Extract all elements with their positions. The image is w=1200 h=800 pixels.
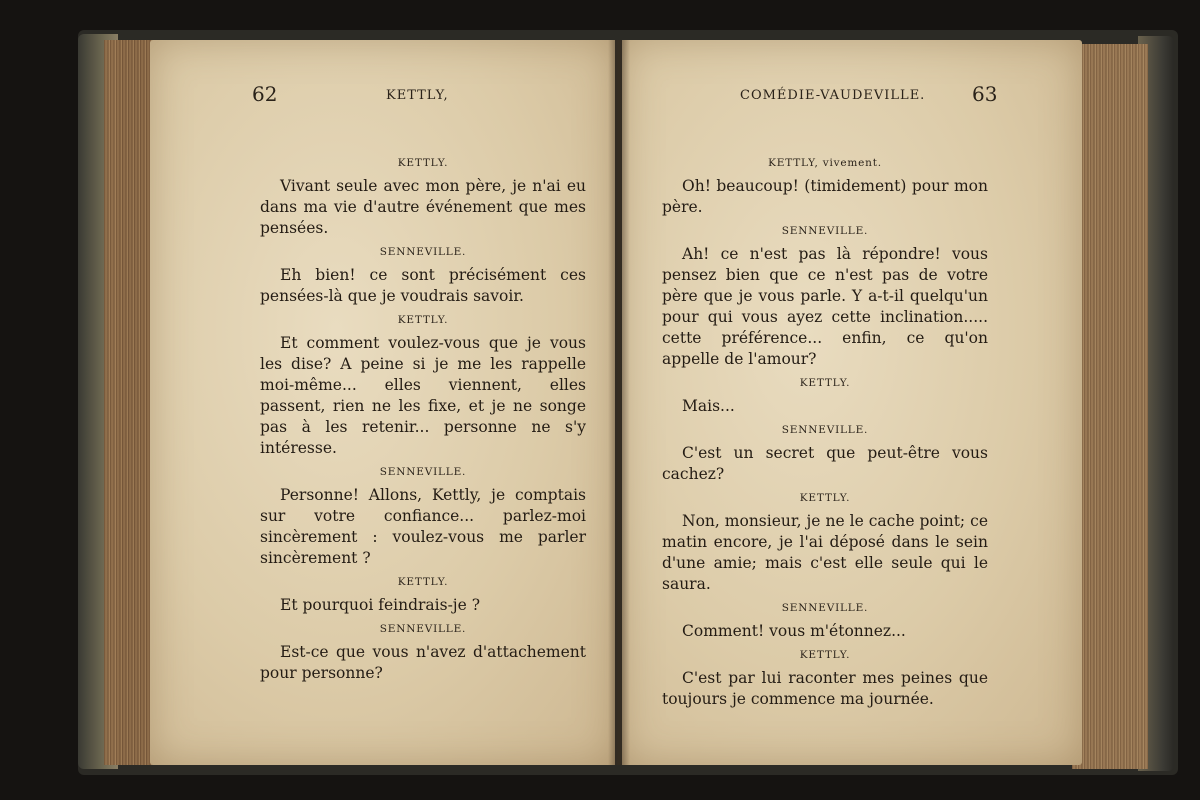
speaker-label: KETTLY. <box>397 314 449 326</box>
left-page-text <box>260 150 586 684</box>
dialogue-paragraph: Mais... <box>682 397 735 415</box>
speaker-label: SENNEVILLE. <box>379 623 467 635</box>
speaker-label: KETTLY. <box>799 377 851 389</box>
speaker-label: SENNEVILLE. <box>379 466 467 478</box>
speaker-label: KETTLY. <box>397 157 449 169</box>
speaker-label: SENNEVILLE. <box>781 225 869 237</box>
right-page-header <box>662 82 1002 112</box>
speaker-label: SENNEVILLE. <box>781 602 869 614</box>
speaker-label: SENNEVILLE. <box>781 424 869 436</box>
speaker-label: KETTLY. <box>397 576 449 588</box>
left-page-number: 62 <box>252 82 278 106</box>
page-stack-right <box>1072 44 1148 769</box>
dialogue-paragraph: Et comment voulez-vous que je vous les dise? A peine si je me les rappelle moi-même... elles viennent, elles passent, rien ne les fixe, et je ne songe pas à les retenir... personne ne s'y intéresse. <box>260 334 586 457</box>
right-page-text <box>662 150 988 710</box>
dialogue-paragraph: Ah! ce n'est pas là répondre! vous pensez bien que ce n'est pas de votre père que je vous parle. Y a-t-il quelqu'un pour qui vous ayez cette inclination..... cette préférence... enfin, ce qu'on appelle de l'amour? <box>662 245 988 368</box>
dialogue-paragraph: Comment! vous m'étonnez... <box>682 622 906 640</box>
dialogue-paragraph: Non, monsieur, je ne le cache point; ce matin encore, je l'ai déposé dans le sein d'une amie; mais c'est elle seule qui le saura. <box>662 512 988 593</box>
dialogue-paragraph: Personne! Allons, Kettly, je comptais sur votre confiance... parlez-moi sincèrement : voulez-vous me parler sincèrement ? <box>260 486 586 567</box>
speaker-label: SENNEVILLE. <box>379 246 467 258</box>
dialogue-paragraph: Vivant seule avec mon père, je n'ai eu dans ma vie d'autre événement que mes pensées. <box>260 177 586 237</box>
dialogue-paragraph: C'est par lui raconter mes peines que toujours je commence ma journée. <box>662 669 988 708</box>
book-gutter <box>608 40 630 765</box>
dialogue-paragraph: Oh! beaucoup! (timidement) pour mon père. <box>662 177 988 216</box>
speaker-label: KETTLY. <box>799 649 851 661</box>
dialogue-paragraph: C'est un secret que peut-être vous cachez? <box>662 444 988 483</box>
right-running-head: COMÉDIE-VAUDEVILLE. <box>740 88 926 103</box>
dialogue-paragraph: Eh bien! ce sont précisément ces pensées-là que je voudrais savoir. <box>260 266 586 305</box>
speaker-label: KETTLY. <box>799 492 851 504</box>
left-page-header <box>250 82 590 112</box>
speaker-label: KETTLY, vivement. <box>768 157 882 169</box>
dialogue-paragraph: Et pourquoi feindrais-je ? <box>280 596 481 614</box>
right-page-number: 63 <box>972 82 998 106</box>
dialogue-paragraph: Est-ce que vous n'avez d'attachement pour personne? <box>260 643 586 682</box>
left-running-head: KETTLY, <box>386 88 449 103</box>
